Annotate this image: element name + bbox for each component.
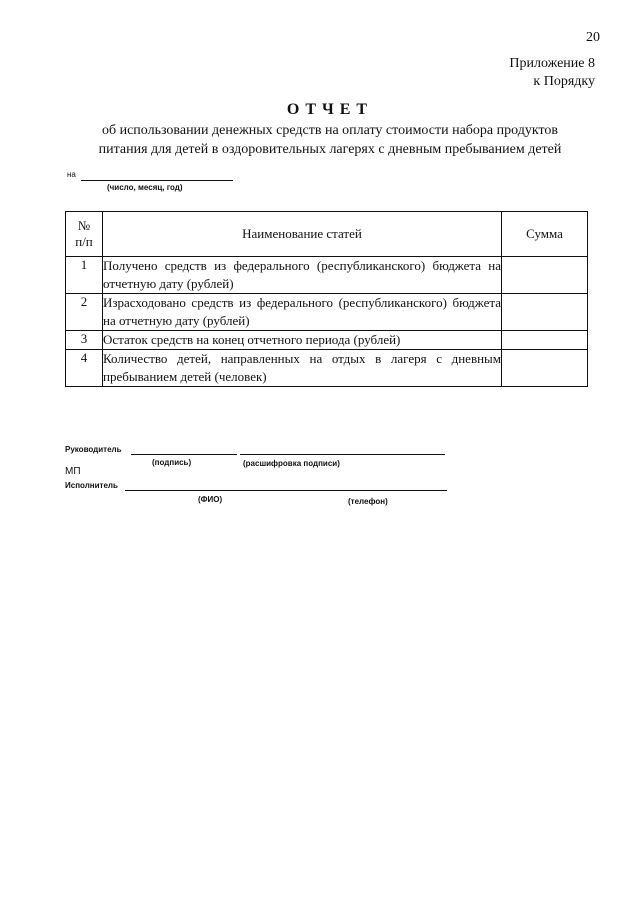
row-item-name: Израсходовано средств из федерального (республиканского) бюджета на отчетную дату (рублей)	[103, 294, 502, 331]
header-sum: Сумма	[502, 212, 588, 257]
decoding-hint: (расшифровка подписи)	[243, 459, 340, 468]
document-subtitle	[40, 121, 620, 159]
subtitle-line: об использовании денежных средств на оплату стоимости набора продуктов	[101, 123, 559, 138]
row-sum-cell[interactable]	[502, 294, 588, 331]
table-row	[66, 350, 588, 387]
head-label: Руководитель	[65, 445, 122, 454]
row-sum-cell[interactable]	[502, 350, 588, 387]
table-row	[66, 331, 588, 350]
fio-hint: (ФИО)	[198, 495, 223, 504]
date-hint: (число, месяц, год)	[107, 183, 183, 192]
executor-field[interactable]	[125, 490, 447, 491]
header-item-name: Наименование статей	[103, 212, 502, 257]
header-number	[66, 212, 103, 257]
header-number-abbr: п/п	[75, 234, 93, 249]
head-decoding-field[interactable]	[240, 454, 445, 455]
row-item-name: Получено средств из федерального (республиканского) бюджета на отчетную дату (рублей)	[103, 257, 502, 294]
row-sum-cell[interactable]	[502, 331, 588, 350]
date-prefix: на	[67, 170, 76, 179]
head-signature-field[interactable]	[131, 454, 237, 455]
report-table	[65, 211, 588, 387]
row-item-name: Остаток средств на конец отчетного периода (рублей)	[103, 331, 502, 350]
stamp-placeholder: МП	[65, 466, 81, 477]
row-sum-cell[interactable]	[502, 257, 588, 294]
phone-hint: (телефон)	[348, 497, 388, 506]
table-row	[66, 294, 588, 331]
row-number: 4	[66, 350, 103, 387]
table-header-row	[66, 212, 588, 257]
page-number: 20	[586, 30, 600, 45]
row-number: 1	[66, 257, 103, 294]
header-number-symbol: №	[77, 218, 91, 233]
order-reference-line: к Порядку	[533, 74, 595, 89]
table-row	[66, 257, 588, 294]
appendix-reference	[440, 55, 595, 91]
appendix-line: Приложение 8	[509, 56, 595, 71]
row-number: 2	[66, 294, 103, 331]
executor-label: Исполнитель	[65, 481, 118, 490]
signature-hint: (подпись)	[152, 458, 192, 467]
date-field[interactable]	[81, 180, 233, 181]
document-title: ОТЧЕТ	[286, 101, 374, 118]
row-number: 3	[66, 331, 103, 350]
subtitle-line: питания для детей в оздоровительных лагерях с дневным пребыванием детей	[98, 142, 562, 157]
row-item-name: Количество детей, направленных на отдых в лагеря с дневным пребыванием детей (человек)	[103, 350, 502, 387]
